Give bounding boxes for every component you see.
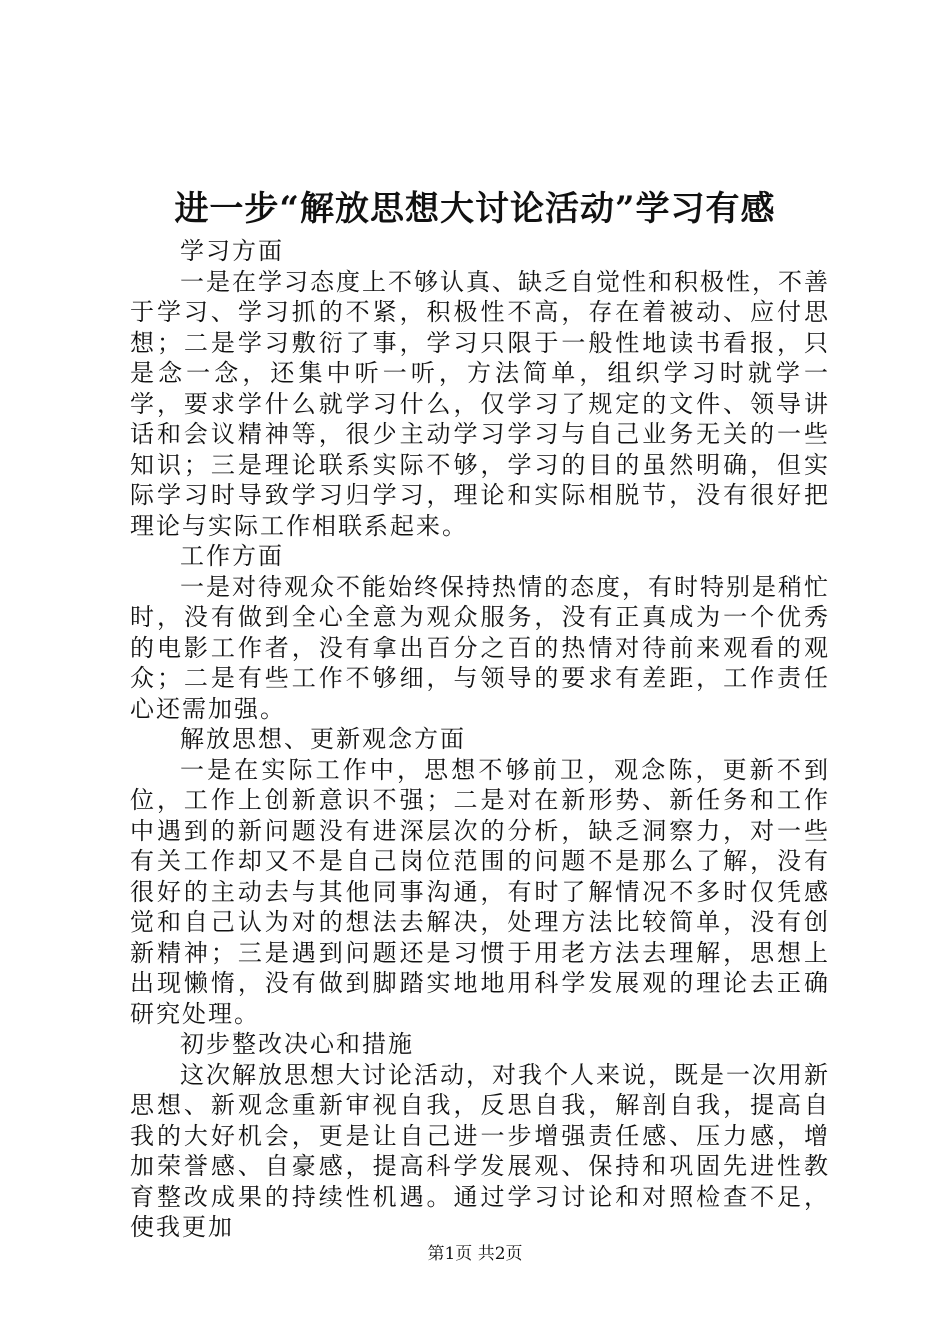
- section-paragraph-work: 一是对待观众不能始终保持热情的态度，有时特别是稍忙时，没有做到全心全意为观众服务，没有正真成为一个优秀的电影工作者，没有拿出百分之百的热情对待前来观看的观众；二是有些工作不够细，与领导的要求有差距，工作责任心还需加强。: [130, 572, 830, 723]
- document-title: 进一步“解放思想大讨论活动”学习有感: [174, 189, 776, 229]
- section-heading-work: 工作方面: [180, 542, 284, 570]
- document-body: [130, 236, 830, 1243]
- section-heading-mindset: 解放思想、更新观念方面: [180, 725, 466, 753]
- section-heading-measures: 初步整改决心和措施: [180, 1030, 414, 1058]
- section-heading-study: 学习方面: [180, 237, 284, 265]
- section-paragraph-study: 一是在学习态度上不够认真、缺乏自觉性和积极性，不善于学习、学习抓的不紧，积极性不高，存在着被动、应付思想；二是学习敷衍了事，学习只限于一般性地读书看报，只是念一念，还集中听一听，方法简单，组织学习时就学一学，要求学什么就学习什么，仅学习了规定的文件、领导讲话和会议精神等，很少主动学习学习与自己业务无关的一些知识；三是理论联系实际不够，学习的目的虽然明确，但实际学习时导致学习归学习，理论和实际相脱节，没有很好把理论与实际工作相联系起来。: [130, 267, 830, 540]
- section-paragraph-mindset: 一是在实际工作中，思想不够前卫，观念陈，更新不到位，工作上创新意识不强；二是对在新形势、新任务和工作中遇到的新问题没有进深层次的分析，缺乏洞察力，对一些有关工作却又不是自己岗位范围的问题不是那么了解，没有很好的主动去与其他同事沟通，有时了解情况不多时仅凭感觉和自己认为对的想法去解决，处理方法比较简单，没有创新精神；三是遇到问题还是习惯于用老方法去理解，思想上出现懒惰，没有做到脚踏实地地用科学发展观的理论去正确研究处理。: [130, 755, 830, 1028]
- page-footer: 第1页 共2页: [427, 1244, 523, 1264]
- section-paragraph-measures: 这次解放思想大讨论活动，对我个人来说，既是一次用新思想、新观念重新审视自我，反思自我，解剖自我，提高自我的大好机会，更是让自己进一步增强责任感、压力感，增加荣誉感、自豪感，提高科学发展观、保持和巩固先进性教育整改成果的持续性机遇。通过学习讨论和对照检查不足，使我更加: [130, 1060, 830, 1241]
